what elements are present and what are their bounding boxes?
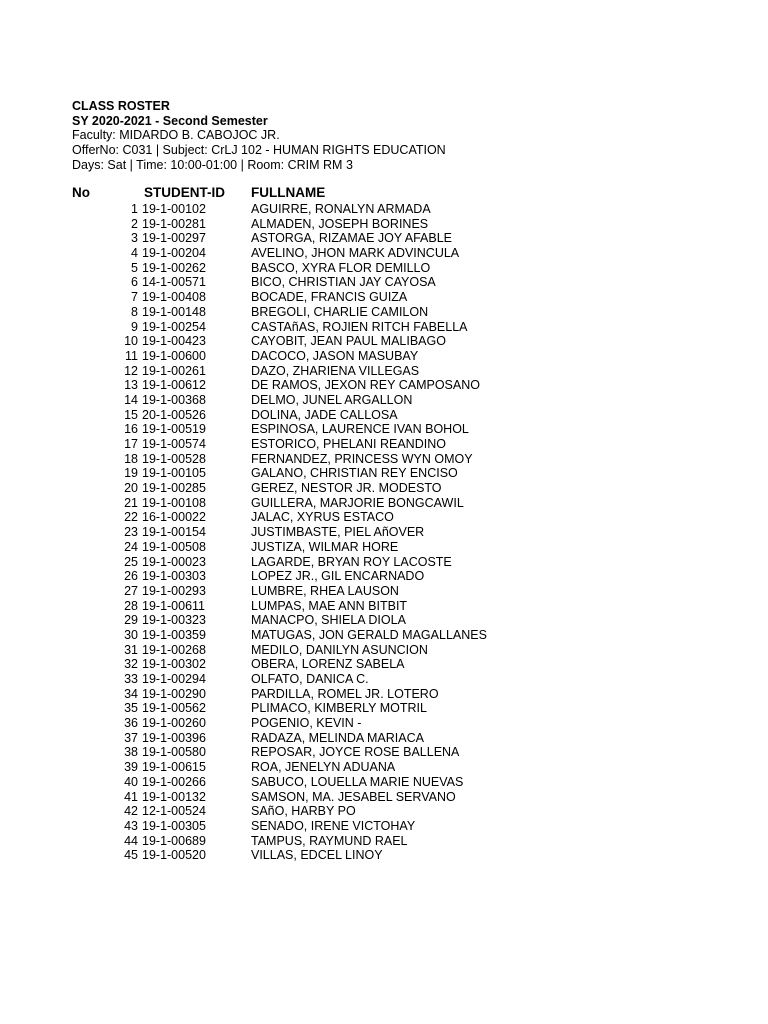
table-row xyxy=(0,246,768,261)
student-id: 19-1-00359 xyxy=(142,627,206,642)
student-fullname: POGENIO, KEVIN - xyxy=(251,716,362,731)
table-row xyxy=(0,555,768,570)
student-id: 20-1-00526 xyxy=(142,407,206,422)
student-id: 19-1-00260 xyxy=(142,716,206,731)
student-fullname: PARDILLA, ROMEL JR. LOTERO xyxy=(251,686,439,701)
table-row xyxy=(0,261,768,276)
row-number: 2 xyxy=(131,216,138,231)
student-fullname: REPOSAR, JOYCE ROSE BALLENA xyxy=(251,745,460,760)
school-year-semester: SY 2020-2021 - Second Semester xyxy=(72,114,268,128)
student-fullname: MANACPO, SHIELA DIOLA xyxy=(251,613,406,628)
student-id: 19-1-00508 xyxy=(142,539,206,554)
row-number: 34 xyxy=(124,686,138,701)
student-id: 19-1-00302 xyxy=(142,657,206,672)
table-row xyxy=(0,599,768,614)
student-id: 19-1-00611 xyxy=(142,598,206,613)
table-row xyxy=(0,290,768,305)
offer-subject-line: OfferNo: C031 | Subject: CrLJ 102 - HUMAN RIGHTS EDUCATION xyxy=(72,143,446,157)
row-number: 45 xyxy=(124,848,138,863)
table-row xyxy=(0,510,768,525)
student-fullname: ROA, JENELYN ADUANA xyxy=(251,760,396,775)
table-row xyxy=(0,408,768,423)
table-row xyxy=(0,422,768,437)
student-id: 19-1-00520 xyxy=(142,848,206,863)
table-row xyxy=(0,790,768,805)
student-id: 19-1-00408 xyxy=(142,290,206,305)
student-fullname: JUSTIMBASTE, PIEL AñOVER xyxy=(251,525,425,540)
table-row xyxy=(0,275,768,290)
student-fullname: RADAZA, MELINDA MARIACA xyxy=(251,730,424,745)
row-number: 44 xyxy=(124,833,138,848)
table-row xyxy=(0,540,768,555)
student-id: 12-1-00524 xyxy=(142,804,206,819)
table-row xyxy=(0,437,768,452)
table-row xyxy=(0,628,768,643)
row-number: 18 xyxy=(124,451,138,466)
student-id: 19-1-00204 xyxy=(142,246,206,261)
student-id: 19-1-00580 xyxy=(142,745,206,760)
row-number: 11 xyxy=(125,348,138,363)
row-number: 35 xyxy=(124,701,138,716)
table-row xyxy=(0,231,768,246)
row-number: 14 xyxy=(124,392,138,407)
student-id: 19-1-00023 xyxy=(142,554,206,569)
row-number: 29 xyxy=(124,613,138,628)
student-id: 19-1-00303 xyxy=(142,569,206,584)
row-number: 42 xyxy=(124,804,138,819)
table-row xyxy=(0,819,768,834)
student-fullname: CASTAñAS, ROJIEN RITCH FABELLA xyxy=(251,319,468,334)
student-id: 19-1-00305 xyxy=(142,818,206,833)
student-fullname: FERNANDEZ, PRINCESS WYN OMOY xyxy=(251,451,473,466)
student-id: 19-1-00519 xyxy=(142,422,206,437)
table-row xyxy=(0,672,768,687)
table-row xyxy=(0,804,768,819)
student-fullname: BREGOLI, CHARLIE CAMILON xyxy=(251,304,429,319)
student-fullname: SAñO, HARBY PO xyxy=(251,804,356,819)
table-row xyxy=(0,760,768,775)
student-id: 19-1-00268 xyxy=(142,642,206,657)
student-id: 19-1-00254 xyxy=(142,319,206,334)
row-number: 16 xyxy=(124,422,138,437)
student-fullname: DACOCO, JASON MASUBAY xyxy=(251,348,419,363)
row-number: 6 xyxy=(131,275,138,290)
table-row xyxy=(0,349,768,364)
student-id: 19-1-00290 xyxy=(142,686,206,701)
student-id: 19-1-00261 xyxy=(142,363,206,378)
table-row xyxy=(0,217,768,232)
row-number: 43 xyxy=(124,818,138,833)
row-number: 41 xyxy=(124,789,138,804)
student-fullname: DAZO, ZHARIENA VILLEGAS xyxy=(251,363,420,378)
student-id: 19-1-00105 xyxy=(142,466,206,481)
student-fullname: AGUIRRE, RONALYN ARMADA xyxy=(251,202,431,216)
table-row xyxy=(0,378,768,393)
student-id: 19-1-00154 xyxy=(142,525,206,540)
row-number: 12 xyxy=(124,363,138,378)
schedule-line: Days: Sat | Time: 10:00-01:00 | Room: CRIM RM 3 xyxy=(72,158,353,172)
student-fullname: GEREZ, NESTOR JR. MODESTO xyxy=(251,481,442,496)
row-number: 21 xyxy=(124,495,138,510)
student-id: 19-1-00108 xyxy=(142,495,206,510)
student-list xyxy=(0,202,768,863)
student-id: 19-1-00266 xyxy=(142,774,206,789)
student-fullname: SAMSON, MA. JESABEL SERVANO xyxy=(251,789,456,804)
table-row xyxy=(0,452,768,467)
row-number: 24 xyxy=(124,539,138,554)
student-fullname: JALAC, XYRUS ESTACO xyxy=(251,510,394,525)
student-id: 19-1-00323 xyxy=(142,613,206,628)
row-number: 17 xyxy=(124,437,138,451)
table-row xyxy=(0,481,768,496)
table-row xyxy=(0,305,768,320)
row-number: 19 xyxy=(124,466,138,481)
row-number: 27 xyxy=(124,583,138,598)
student-fullname: BICO, CHRISTIAN JAY CAYOSA xyxy=(251,275,436,290)
row-number: 38 xyxy=(124,745,138,760)
row-number: 13 xyxy=(124,378,138,393)
table-row xyxy=(0,613,768,628)
row-number: 15 xyxy=(124,407,138,422)
table-row xyxy=(0,716,768,731)
student-fullname: GALANO, CHRISTIAN REY ENCISO xyxy=(251,466,458,481)
table-row xyxy=(0,834,768,849)
row-number: 36 xyxy=(124,716,138,731)
table-row xyxy=(0,584,768,599)
student-fullname: ESPINOSA, LAURENCE IVAN BOHOL xyxy=(251,422,469,437)
faculty-line: Faculty: MIDARDO B. CABOJOC JR. xyxy=(72,128,280,142)
student-id: 19-1-00294 xyxy=(142,672,206,686)
column-header-student-id: STUDENT-ID xyxy=(144,185,225,200)
student-fullname: SENADO, IRENE VICTOHAY xyxy=(251,818,416,833)
student-id: 19-1-00132 xyxy=(142,789,206,804)
table-row xyxy=(0,643,768,658)
table-row xyxy=(0,496,768,511)
table-row xyxy=(0,687,768,702)
student-id: 16-1-00022 xyxy=(142,510,206,525)
student-fullname: ESTORICO, PHELANI REANDINO xyxy=(251,437,446,451)
student-id: 19-1-00148 xyxy=(142,304,206,319)
row-number: 5 xyxy=(131,260,138,275)
table-row xyxy=(0,202,768,217)
student-fullname: DOLINA, JADE CALLOSA xyxy=(251,407,398,422)
table-row xyxy=(0,466,768,481)
student-id: 19-1-00102 xyxy=(142,202,206,216)
row-number: 31 xyxy=(124,642,138,657)
table-row xyxy=(0,320,768,335)
row-number: 25 xyxy=(124,554,138,569)
student-fullname: PLIMACO, KIMBERLY MOTRIL xyxy=(251,701,427,716)
student-fullname: BOCADE, FRANCIS GUIZA xyxy=(251,290,408,305)
row-number: 22 xyxy=(124,510,138,525)
student-fullname: TAMPUS, RAYMUND RAEL xyxy=(251,833,408,848)
student-fullname: JUSTIZA, WILMAR HORE xyxy=(251,539,399,554)
table-row xyxy=(0,393,768,408)
column-header-no: No xyxy=(72,185,90,200)
student-id: 19-1-00285 xyxy=(142,481,206,496)
row-number: 3 xyxy=(131,231,138,246)
row-number: 23 xyxy=(124,525,138,540)
student-id: 19-1-00528 xyxy=(142,451,206,466)
row-number: 8 xyxy=(131,304,138,319)
student-id: 19-1-00423 xyxy=(142,334,206,349)
table-row xyxy=(0,775,768,790)
table-row xyxy=(0,848,768,863)
student-id: 19-1-00396 xyxy=(142,730,206,745)
student-id: 14-1-00571 xyxy=(142,275,206,290)
student-id: 19-1-00574 xyxy=(142,437,206,451)
row-number: 7 xyxy=(131,290,138,305)
student-fullname: DE RAMOS, JEXON REY CAMPOSANO xyxy=(251,378,480,393)
row-number: 37 xyxy=(124,730,138,745)
roster-title: CLASS ROSTER xyxy=(72,99,170,113)
student-fullname: DELMO, JUNEL ARGALLON xyxy=(251,392,413,407)
student-id: 19-1-00689 xyxy=(142,833,206,848)
student-fullname: MEDILO, DANILYN ASUNCION xyxy=(251,642,428,657)
row-number: 39 xyxy=(124,760,138,775)
student-fullname: SABUCO, LOUELLA MARIE NUEVAS xyxy=(251,774,464,789)
student-id: 19-1-00281 xyxy=(142,216,206,231)
row-number: 1 xyxy=(131,202,138,216)
student-id: 19-1-00562 xyxy=(142,701,206,716)
student-fullname: OLFATO, DANICA C. xyxy=(251,672,369,686)
student-fullname: LOPEZ JR., GIL ENCARNADO xyxy=(251,569,425,584)
row-number: 4 xyxy=(131,246,138,261)
student-id: 19-1-00293 xyxy=(142,583,206,598)
row-number: 26 xyxy=(124,569,138,584)
row-number: 30 xyxy=(124,627,138,642)
student-id: 19-1-00612 xyxy=(142,378,206,393)
table-row xyxy=(0,701,768,716)
student-fullname: BASCO, XYRA FLOR DEMILLO xyxy=(251,260,431,275)
student-id: 19-1-00368 xyxy=(142,392,206,407)
student-fullname: ASTORGA, RIZAMAE JOY AFABLE xyxy=(251,231,452,246)
student-fullname: VILLAS, EDCEL LINOY xyxy=(251,848,383,863)
student-fullname: LUMBRE, RHEA LAUSON xyxy=(251,583,399,598)
table-row xyxy=(0,657,768,672)
student-fullname: OBERA, LORENZ SABELA xyxy=(251,657,405,672)
row-number: 20 xyxy=(124,481,138,496)
table-row xyxy=(0,334,768,349)
table-row xyxy=(0,525,768,540)
row-number: 33 xyxy=(124,672,138,686)
student-fullname: CAYOBIT, JEAN PAUL MALIBAGO xyxy=(251,334,446,349)
student-fullname: MATUGAS, JON GERALD MAGALLANES xyxy=(251,627,487,642)
student-id: 19-1-00615 xyxy=(142,760,206,775)
row-number: 32 xyxy=(124,657,138,672)
student-fullname: GUILLERA, MARJORIE BONGCAWIL xyxy=(251,495,464,510)
student-id: 19-1-00600 xyxy=(142,348,206,363)
student-id: 19-1-00262 xyxy=(142,260,206,275)
student-fullname: LAGARDE, BRYAN ROY LACOSTE xyxy=(251,554,452,569)
row-number: 10 xyxy=(124,334,138,349)
row-number: 9 xyxy=(131,319,138,334)
row-number: 40 xyxy=(124,774,138,789)
table-row xyxy=(0,745,768,760)
row-number: 28 xyxy=(124,598,138,613)
student-fullname: ALMADEN, JOSEPH BORINES xyxy=(251,216,429,231)
student-id: 19-1-00297 xyxy=(142,231,206,246)
table-row xyxy=(0,731,768,746)
student-fullname: AVELINO, JHON MARK ADVINCULA xyxy=(251,246,460,261)
column-header-fullname: FULLNAME xyxy=(251,185,326,200)
student-fullname: LUMPAS, MAE ANN BITBIT xyxy=(251,598,408,613)
table-row xyxy=(0,569,768,584)
table-row xyxy=(0,364,768,379)
